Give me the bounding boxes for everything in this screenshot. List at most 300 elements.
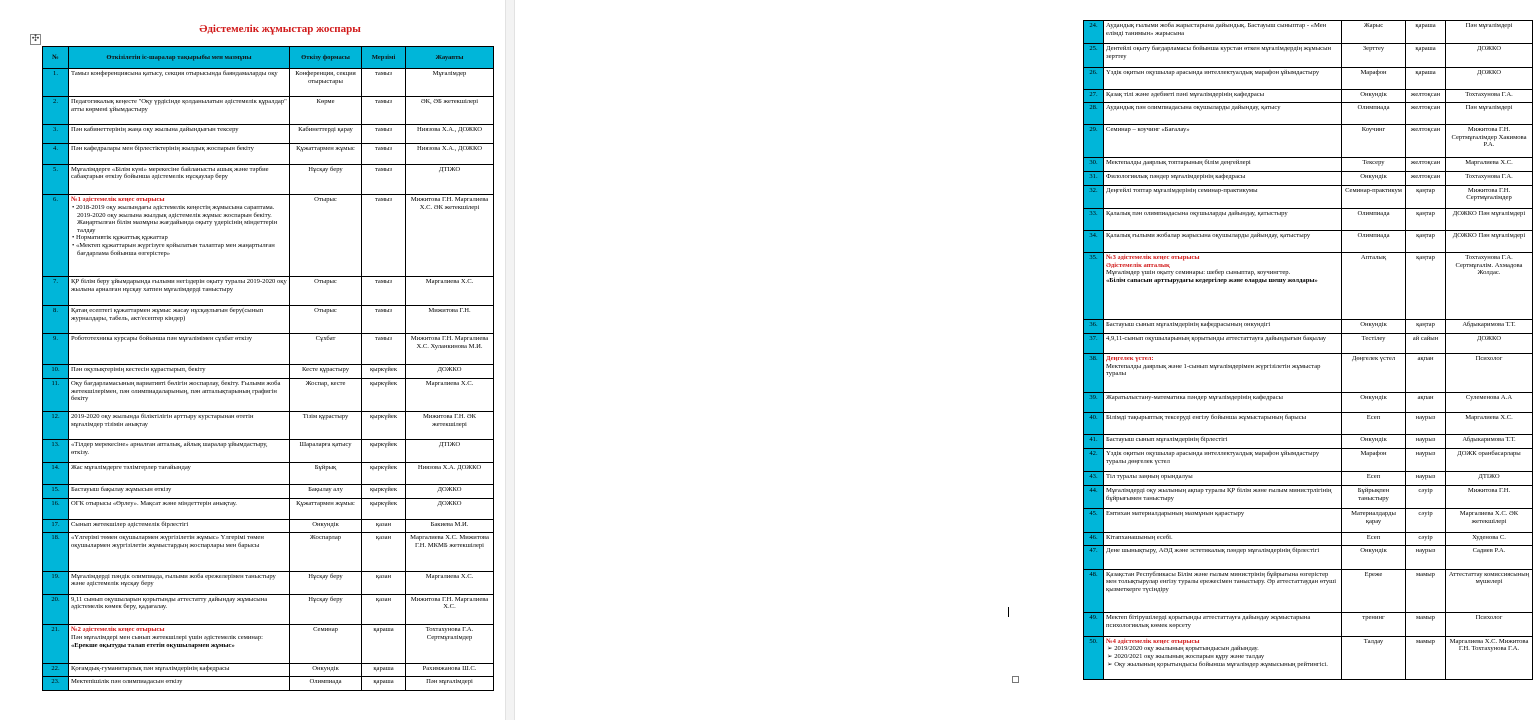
- table-row: [1084, 172, 1533, 186]
- table-row: [43, 594, 494, 625]
- document-page-right: [520, 0, 1530, 720]
- row-time: қыркүйек: [362, 499, 406, 519]
- row-number: 6.: [43, 195, 69, 276]
- table-row: [1084, 209, 1533, 231]
- row-number: 22.: [43, 663, 69, 677]
- row-topic: Робототехника курсары бойынша пән мұғалімімен сұхбат өткізу: [69, 334, 290, 365]
- row-topic: 2019-2020 оқу жылында біліктілігін арттыру курстарынан өтетін мұғалімдер тізімін анықтау: [69, 412, 290, 440]
- row-responsible: Маргалиева Х.С. ӘК жетекшілері: [1446, 509, 1533, 532]
- row-form: Апталық: [1342, 252, 1406, 319]
- row-form: Нұсқау беру: [290, 594, 362, 625]
- table-row: [43, 677, 494, 691]
- row-time: қараша: [362, 677, 406, 691]
- row-form: Нұсқау беру: [290, 571, 362, 594]
- row-responsible: ДТІЖО: [406, 440, 494, 463]
- row-topic: Тамыз конференциясына қатысу, секция отырысында баяндамаларды оқу: [69, 69, 290, 97]
- row-number: 27.: [1084, 89, 1104, 103]
- row-topic: Қазақстан Республикасы Білім және ғылым министрінің бұйрығына өзгерістер мен толықтырулар енгізу туралы ережесімен таныстыру. Әр аттестаттаудан өтуші қызметкерге түсіндіру: [1104, 569, 1342, 613]
- table-row: [43, 69, 494, 97]
- row-responsible: ДТІЖО: [406, 164, 494, 195]
- row-responsible: Мижитова Г.Н.: [1446, 485, 1533, 508]
- row-responsible: Тохтахунова Г.А.: [1446, 89, 1533, 103]
- row-responsible: Мижитова Г.Н. ӘК жетекшілері: [406, 412, 494, 440]
- row-time: қараша: [1406, 21, 1446, 44]
- row-number: 38.: [1084, 354, 1104, 393]
- row-form: Сұхбат: [290, 334, 362, 365]
- row-form: Дөңгелек үстел: [1342, 354, 1406, 393]
- row-time: тамыз: [362, 125, 406, 144]
- row-time: желтоқсан: [1406, 158, 1446, 172]
- row-topic: Филологиялық пәндер мұғалімдерінің кафедрасы: [1104, 172, 1342, 186]
- table-row: [43, 365, 494, 379]
- table-row: [1084, 472, 1533, 486]
- table-row: [1084, 21, 1533, 44]
- table-row: [1084, 435, 1533, 449]
- row-number: 15.: [43, 485, 69, 499]
- table-row: [43, 571, 494, 594]
- row-number: 37.: [1084, 333, 1104, 354]
- row-time: желтоқсан: [1406, 172, 1446, 186]
- row-number: 18.: [43, 533, 69, 571]
- row-form: Марафон: [1342, 448, 1406, 471]
- row-time: қазан: [362, 519, 406, 533]
- table-row: [43, 533, 494, 571]
- topic-text: Пән мұғалімдері мен сынып жетекшілері үшін әдістемелік семинар:: [71, 634, 263, 642]
- row-responsible: Садиев Р.А.: [1446, 546, 1533, 569]
- row-form: Онкундік: [1342, 89, 1406, 103]
- topic-text: Мұғалімдер үшін оқыту семинары: шебер сыныптар, коучингтер.: [1106, 269, 1291, 277]
- topic-list-item-text: Нормативтік құжаттық құжаттар: [75, 234, 168, 242]
- row-time: тамыз: [362, 334, 406, 365]
- row-time: тамыз: [362, 164, 406, 195]
- row-number: 13.: [43, 440, 69, 463]
- row-form: Тізім құрастыру: [290, 412, 362, 440]
- table-row: [43, 379, 494, 412]
- table-row: [43, 97, 494, 125]
- row-time: қараша: [362, 625, 406, 663]
- row-responsible: Тохтахунова Г.А. Сертмұғалім. Ахмадова Жолдас.: [1446, 252, 1533, 319]
- table-row: [1084, 413, 1533, 435]
- row-responsible: Мижитова Г.Н. Сертмұғалімдер: [1446, 185, 1533, 208]
- row-number: 4.: [43, 144, 69, 164]
- row-time: қыркүйек: [362, 412, 406, 440]
- row-number: 12.: [43, 412, 69, 440]
- row-topic: Пән оқулықтерінің кестесін құрастырып, бекіту: [69, 365, 290, 379]
- row-number: 45.: [1084, 509, 1104, 532]
- topic-heading: №2 әдістемелік кеңес отырысы: [71, 626, 165, 634]
- row-form: Кесте құрастыру: [290, 365, 362, 379]
- row-number: 24.: [1084, 21, 1104, 44]
- row-form: Тестілеу: [1342, 333, 1406, 354]
- row-form: Олимпиада: [1342, 103, 1406, 125]
- row-number: 8.: [43, 306, 69, 334]
- row-form: Материалдарды қарау: [1342, 509, 1406, 532]
- row-time: мамыр: [1406, 636, 1446, 679]
- row-time: қазан: [362, 533, 406, 571]
- row-responsible: ДОЖКО Пән мұғалімдері: [1446, 209, 1533, 231]
- row-topic: Деңгейлі топтар мұғалімдерінің семинар-практикумы: [1104, 185, 1342, 208]
- row-number: 36.: [1084, 319, 1104, 333]
- row-form: Отырыс: [290, 306, 362, 334]
- row-topic: Пән кафедралары мен бірлестіктерінің жылдық жоспарын бекіту: [69, 144, 290, 164]
- topic-bold-text: «Ерекше оқытуды талап ететін оқушылармен жұмыс»: [71, 641, 235, 649]
- table-row: [43, 463, 494, 485]
- row-responsible: Маргалиева Х.С. Мижитова Г.Н. Тохтахунова Г.А.: [1446, 636, 1533, 679]
- row-topic: Дене шынықтыру, АӘД және эстетикалық пәндер мұғалімдерінің бірлестігі: [1104, 546, 1342, 569]
- row-form: Коучинг: [1342, 125, 1406, 158]
- row-topic: [69, 195, 290, 276]
- row-form: Онкундік: [1342, 435, 1406, 449]
- row-number: 32.: [1084, 185, 1104, 208]
- row-number: 33.: [1084, 209, 1104, 231]
- row-responsible: Мижитова Г.Н. Маргалиева Х.С. Хуланкинова М.И.: [406, 334, 494, 365]
- row-form: Нұсқау беру: [290, 164, 362, 195]
- row-topic: Үздік оқитын оқушылар арасында интеллектуалдық марафон ұйымдастыру: [1104, 67, 1342, 89]
- row-form: Онкундік: [1342, 319, 1406, 333]
- row-time: желтоқсан: [1406, 125, 1446, 158]
- row-responsible: Маргалиева Х.С.: [1446, 158, 1533, 172]
- row-responsible: ДОЖКО: [1446, 333, 1533, 354]
- row-form: Бұйрықпен таныстыру: [1342, 485, 1406, 508]
- row-form: Жарыс: [1342, 21, 1406, 44]
- row-responsible: Мижитова Г.Н. Маргалиева Х.С.: [406, 594, 494, 625]
- row-time: қараша: [1406, 44, 1446, 67]
- row-time: қараша: [1406, 67, 1446, 89]
- row-time: наурыз: [1406, 435, 1446, 449]
- table-row: [1084, 448, 1533, 471]
- row-topic: 4,9,11-сынып оқушыларының қорытынды аттестаттауға дайындығын бақылау: [1104, 333, 1342, 354]
- row-time: тамыз: [362, 306, 406, 334]
- row-form: Олимпиада: [1342, 209, 1406, 231]
- table-row: [1084, 333, 1533, 354]
- table-row: [43, 519, 494, 533]
- row-time: желтоқсан: [1406, 89, 1446, 103]
- row-responsible: Маргалиева Х.С. Мижитова Г.Н. МКМБ жетекшілері: [406, 533, 494, 571]
- row-form: Бұйрық: [290, 463, 362, 485]
- row-form: Жоспар, кесте: [290, 379, 362, 412]
- row-responsible: Маргалиева Х.С.: [406, 379, 494, 412]
- row-topic: Жас мұғалімдерге тәлімгерлер тағайындау: [69, 463, 290, 485]
- row-responsible: Абдыкаримова Т.Т.: [1446, 435, 1533, 449]
- row-responsible: Ниязова Х.А., ДОЖКО: [406, 125, 494, 144]
- row-time: наурыз: [1406, 472, 1446, 486]
- row-time: мамыр: [1406, 613, 1446, 636]
- row-time: қыркүйек: [362, 485, 406, 499]
- table-row: [43, 440, 494, 463]
- topic-heading: Деңгелек үстел:: [1106, 355, 1154, 363]
- row-form: Есеп: [1342, 413, 1406, 435]
- row-time: желтоқсан: [1406, 103, 1446, 125]
- row-responsible: ДОЖКО: [406, 485, 494, 499]
- row-number: 47.: [1084, 546, 1104, 569]
- row-responsible: Маргалиева Х.С.: [1446, 413, 1533, 435]
- row-topic: Педагогикалық кеңесте "Оқу үрдісінде қолданылатын әдістемелік құралдар" атты көрмені ұйымдастыру: [69, 97, 290, 125]
- row-form: Бақылау алу: [290, 485, 362, 499]
- row-form: Құжаттармен жұмыс: [290, 499, 362, 519]
- row-topic: [1104, 636, 1342, 679]
- row-responsible: Психолог: [1446, 613, 1533, 636]
- row-topic: Мектепалды даярлық топтарының білім деңгейлері: [1104, 158, 1342, 172]
- header-topic: Өткізілетін іс-шаралар тақырыбы мен мазмұны: [69, 47, 290, 69]
- row-topic: Семинар – коучинг «Бағалау»: [1104, 125, 1342, 158]
- text-cursor: [1008, 607, 1009, 617]
- row-time: қаңтар: [1406, 209, 1446, 231]
- row-time: тамыз: [362, 144, 406, 164]
- row-time: қыркүйек: [362, 440, 406, 463]
- row-time: қыркүйек: [362, 463, 406, 485]
- row-time: қыркүйек: [362, 365, 406, 379]
- table-row: [43, 276, 494, 305]
- row-number: 25.: [1084, 44, 1104, 67]
- row-topic: Қоғамдық-гуманитарлық пән мұғалімдерінің кафедрасы: [69, 663, 290, 677]
- table-row: [1084, 89, 1533, 103]
- row-form: Есеп: [1342, 472, 1406, 486]
- row-time: наурыз: [1406, 413, 1446, 435]
- row-responsible: ДОЖКО Пән мұғалімдері: [1446, 231, 1533, 253]
- row-number: 28.: [1084, 103, 1104, 125]
- header-form: Өткізу формасы: [290, 47, 362, 69]
- row-topic: Қалалық ғылыми жобалар жарысына оқушыларды дайындау, қатыстыру: [1104, 231, 1342, 253]
- table-move-handle-icon[interactable]: ✣: [31, 34, 40, 44]
- row-topic: ОГК отырысы «Өрлеу». Мақсат және міндеттерін анықтау.: [69, 499, 290, 519]
- row-time: ақпан: [1406, 392, 1446, 413]
- row-responsible: Сулеменова А.А: [1446, 392, 1533, 413]
- row-time: тамыз: [362, 195, 406, 276]
- topic-heading: №1 әдістемелік кеңес отырысы: [71, 196, 165, 204]
- row-form: Марафон: [1342, 67, 1406, 89]
- table-row: [1084, 532, 1533, 546]
- row-responsible: Мижитова Г.Н. Сертмұғалімдер Хакимова Р.А.: [1446, 125, 1533, 158]
- row-number: 49.: [1084, 613, 1104, 636]
- table-row: [1084, 185, 1533, 208]
- row-number: 1.: [43, 69, 69, 97]
- row-topic: «Үлгерімі төмен оқушылармен жүргізілетін жұмыс» Үлгерімі төмен оқушылармен жүргізілетін жұмыстардың жоспарлары мен барысы: [69, 533, 290, 571]
- row-topic: Білімді тақырыптық тексеруді енгізу бойынша жұмыстарының барысы: [1104, 413, 1342, 435]
- row-responsible: ДОЖКО: [406, 499, 494, 519]
- row-topic: Жаратылыстану-математика пәндер мұғалімдерінің кафедрасы: [1104, 392, 1342, 413]
- row-time: қаңтар: [1406, 185, 1446, 208]
- row-number: 7.: [43, 276, 69, 305]
- row-time: ақпан: [1406, 354, 1446, 393]
- table-row: [43, 164, 494, 195]
- topic-list-item: • 2018-2019 оқу жылындағы әдістемелік кеңестің жұмысына сараптама. 2019-2020 оқу жылына жылдық әдістемелік жұмыс жоспарын бекіту. Жаңартылған білім мазмұны жағдайында оқыту үдерісінің міндеттерін талдау: [72, 204, 278, 234]
- row-form: Онкундік: [290, 519, 362, 533]
- row-topic: Кітапханашының есебі.: [1104, 532, 1342, 546]
- row-topic: Сынып жетекшілер әдістемелік бірлестігі: [69, 519, 290, 533]
- row-responsible: Пән мұғалімдері: [406, 677, 494, 691]
- row-time: тамыз: [362, 97, 406, 125]
- row-topic: Мұғалімдерге «Білім күні» мерекесіне байланысты ашық және тәрбие сабақтарын өткізу бойынша әдістемелік нұсқаулар беру: [69, 164, 290, 195]
- row-number: 26.: [1084, 67, 1104, 89]
- table-row: [43, 663, 494, 677]
- header-responsible: Жауапты: [406, 47, 494, 69]
- row-topic: ҚР білім беру ұйымдарында ғылыми негіздерін оқыту туралы 2019-2020 оқу жылына арналған нұсқау хатпен мұғалімдерді таныстыру: [69, 276, 290, 305]
- row-topic: Аудандық пән олимпиадасына оқушыларды дайындау, қатысу: [1104, 103, 1342, 125]
- topic-list-item: ➢ 2020/2021 оқу жылының жоспарын құру және талдау: [1107, 653, 1265, 661]
- table-row: [1084, 231, 1533, 253]
- row-time: қазан: [362, 594, 406, 625]
- row-time: қыркүйек: [362, 379, 406, 412]
- table-row: [1084, 485, 1533, 508]
- row-responsible: Бакиева М.И.: [406, 519, 494, 533]
- table-row: [43, 499, 494, 519]
- table-row: [1084, 319, 1533, 333]
- topic-list-item-text: «Мектеп құжаттарын жүргізуге қойылатын талаптар мен жаңартылған бағдарлама бойынша өзгерістер»: [75, 242, 275, 257]
- table-row: [1084, 252, 1533, 319]
- topic-list-item-text: 2018-2019 оқу жылындағы әдістемелік кеңестің жұмысына сараптама. 2019-2020 оқу жылына жылдық әдістемелік жұмыс жоспарын бекіту. Жаңартылған білім мазмұны жағдайында оқыту үдерісінің міндеттерін талдау: [75, 204, 278, 234]
- row-responsible: Ниязова Х.А. ДОЖКО: [406, 463, 494, 485]
- row-time: қаңтар: [1406, 231, 1446, 253]
- row-topic: Оқу бағдарламасының вариативті бөлігін жоспарлау, бекіту. Ғылыми жоба жетекшілерімен, пән олимпиадаларының, пән апталықтарының графигін бекіту: [69, 379, 290, 412]
- row-topic: «Тілдер мерекесіне» арналған апталық, айлық шаралар ұйымдастыру, өткізу.: [69, 440, 290, 463]
- row-form: Отырыс: [290, 195, 362, 276]
- row-number: 46.: [1084, 532, 1104, 546]
- row-time: наурыз: [1406, 448, 1446, 471]
- row-form: Онкундік: [290, 663, 362, 677]
- row-form: Отырыс: [290, 276, 362, 305]
- row-form: Семинар-практикум: [1342, 185, 1406, 208]
- row-number: 14.: [43, 463, 69, 485]
- row-topic: Аудандық ғылыми жоба жарыстарына дайындық. Бастауыш сыныптар - «Мен елімді танимын» жарысына: [1104, 21, 1342, 44]
- plan-table-right: [1083, 20, 1533, 680]
- row-responsible: Маргалиева Х.С.: [406, 571, 494, 594]
- table-row: [1084, 158, 1533, 172]
- table-row: [1084, 636, 1533, 679]
- row-number: 41.: [1084, 435, 1104, 449]
- row-form: Онкундік: [1342, 546, 1406, 569]
- topic-list-item: ➢ 2019/2020 оқу жылының қорытындысын дайындау.: [1107, 645, 1259, 653]
- table-row: [1084, 125, 1533, 158]
- table-body-left: [43, 69, 494, 691]
- table-resize-handle-icon[interactable]: [1012, 676, 1019, 683]
- row-topic: [69, 625, 290, 663]
- row-topic: Мұғалімдерді пәндік олимпиада, ғылыми жоба ережелерімен таныстыру және әдістемелік нұсқау беру: [69, 571, 290, 594]
- row-responsible: ДОЖК оранбасарлары: [1446, 448, 1533, 471]
- page-gutter: [505, 0, 515, 720]
- row-topic: Тіл туралы заңның орындалуы: [1104, 472, 1342, 486]
- row-topic: [1104, 354, 1342, 393]
- row-number: 9.: [43, 334, 69, 365]
- row-responsible: Мижитова Г.Н. Маргалиева Х.С. ӘК жетекшілері: [406, 195, 494, 276]
- document-page-left: [0, 0, 500, 720]
- row-responsible: Маргалиева Х.С.: [406, 276, 494, 305]
- row-number: 44.: [1084, 485, 1104, 508]
- row-responsible: Тохтахунова Г.А. Сертмұғалімдер: [406, 625, 494, 663]
- row-form: Ереже: [1342, 569, 1406, 613]
- plan-table-left: [42, 46, 494, 691]
- table-row: [43, 195, 494, 276]
- row-topic: Пән кабинеттерінің жаңа оқу жылына дайындығын тексеру: [69, 125, 290, 144]
- topic-list-item: ➢ Оқу жылының қорытындысы бойынша мұғалімдер жұмысының рейтингісі.: [1107, 660, 1328, 668]
- row-responsible: Мижитова Г.Н.: [406, 306, 494, 334]
- table-row: [1084, 392, 1533, 413]
- row-form: Кабинеттерді қарау: [290, 125, 362, 144]
- row-number: 21.: [43, 625, 69, 663]
- row-time: қаңтар: [1406, 319, 1446, 333]
- row-form: Тексеру: [1342, 158, 1406, 172]
- row-number: 42.: [1084, 448, 1104, 471]
- table-row: [43, 485, 494, 499]
- row-responsible: Аттестаттау комиссиясының мүшелері: [1446, 569, 1533, 613]
- row-topic: Мектепішілік пән олимпиадасын өткізу: [69, 677, 290, 691]
- table-row: [1084, 103, 1533, 125]
- row-time: сәуір: [1406, 532, 1446, 546]
- row-number: 31.: [1084, 172, 1104, 186]
- table-row: [1084, 67, 1533, 89]
- row-number: 50.: [1084, 636, 1104, 679]
- row-topic: Үздік оқитын оқушылар арасында интеллектуалдық марафон ұйымдастыру туралы дөңгелек үстел: [1104, 448, 1342, 471]
- row-number: 43.: [1084, 472, 1104, 486]
- row-number: 10.: [43, 365, 69, 379]
- topic-list-item: • Нормативтік құжаттық құжаттар: [72, 234, 168, 242]
- row-topic: Қазақ тілі және әдебиеті пәні мұғалімдерінің кафедрасы: [1104, 89, 1342, 103]
- topic-bold-text: «Білім сапасын арттырудағы кедергілер және оларды шешу жолдары»: [1106, 276, 1318, 284]
- row-responsible: ДТІЖО: [1446, 472, 1533, 486]
- row-form: Олимпиада: [1342, 231, 1406, 253]
- row-number: 19.: [43, 571, 69, 594]
- row-number: 35.: [1084, 252, 1104, 319]
- row-time: қараша: [362, 663, 406, 677]
- row-time: наурыз: [1406, 546, 1446, 569]
- row-time: сәуір: [1406, 509, 1446, 532]
- table-header: [43, 47, 494, 69]
- table-row: [43, 144, 494, 164]
- row-topic: Қатаң есептегі құжаттармен жұмыс жасау нұсқаулығын беру(сынып журналдары, табель, акт/есептер кіндер): [69, 306, 290, 334]
- row-time: мамыр: [1406, 569, 1446, 613]
- topic-list-item-text: 2019/2020 оқу жылының қорытындысын дайындау.: [1114, 645, 1259, 653]
- table-row: [43, 412, 494, 440]
- row-form: Талдау: [1342, 636, 1406, 679]
- table-row: [43, 306, 494, 334]
- row-responsible: Ниязова Х.А., ДОЖКО: [406, 144, 494, 164]
- row-form: Онкундік: [1342, 392, 1406, 413]
- topic-text: Мектепалды даярлық және 1-сынып мұғалімдерімен жүргізілетін жұмыстар туралы: [1106, 362, 1321, 378]
- row-number: 48.: [1084, 569, 1104, 613]
- row-form: Семинар: [290, 625, 362, 663]
- row-time: ай сайын: [1406, 333, 1446, 354]
- row-topic: Бастауыш бақылау жұмысын өткізу: [69, 485, 290, 499]
- row-responsible: Пән мұғалімдері: [1446, 21, 1533, 44]
- row-number: 3.: [43, 125, 69, 144]
- row-responsible: ӘК, ӘБ жетекшілері: [406, 97, 494, 125]
- row-number: 30.: [1084, 158, 1104, 172]
- row-responsible: ДОЖКО: [1446, 67, 1533, 89]
- row-topic: Мұғалімдерді оқу жылының ақпар туралы ҚР білім және ғылым министрлігінің бұйрығымен таныстыру: [1104, 485, 1342, 508]
- row-number: 2.: [43, 97, 69, 125]
- topic-subheading: Әдістемелік апталық: [1106, 261, 1170, 269]
- row-number: 17.: [43, 519, 69, 533]
- row-topic: Дентейлі оқыту бағдарламасы бойынша курстан өткен мұғалімдердің жұмысын зерттеу: [1104, 44, 1342, 67]
- row-form: Зерттеу: [1342, 44, 1406, 67]
- row-topic: Емтихан материалдарының мазмұнын қарастыру: [1104, 509, 1342, 532]
- row-form: тренинг: [1342, 613, 1406, 636]
- table-row: [43, 125, 494, 144]
- table-row: [1084, 546, 1533, 569]
- row-form: Шараларға қатысу: [290, 440, 362, 463]
- topic-heading: №4 әдістемелік кеңес отырысы: [1106, 637, 1200, 645]
- topic-list-item-text: 2020/2021 оқу жылының жоспарын құру және талдау: [1114, 653, 1265, 661]
- header-number: №: [43, 47, 69, 69]
- row-topic: Бастауыш сынып мұғалімдерінің бірлестігі: [1104, 435, 1342, 449]
- row-responsible: Тохтахунова Г.А.: [1446, 172, 1533, 186]
- row-number: 34.: [1084, 231, 1104, 253]
- document-title: Әдістемелік жұмыстар жоспары: [199, 23, 361, 35]
- topic-heading: №3 әдістемелік кеңес отырысы: [1106, 253, 1200, 261]
- row-responsible: Пән мұғалімдері: [1446, 103, 1533, 125]
- row-topic: Бастауыш сынып мұғалімдерінің кафедрасының онкундігі: [1104, 319, 1342, 333]
- table-row: [1084, 354, 1533, 393]
- row-number: 20.: [43, 594, 69, 625]
